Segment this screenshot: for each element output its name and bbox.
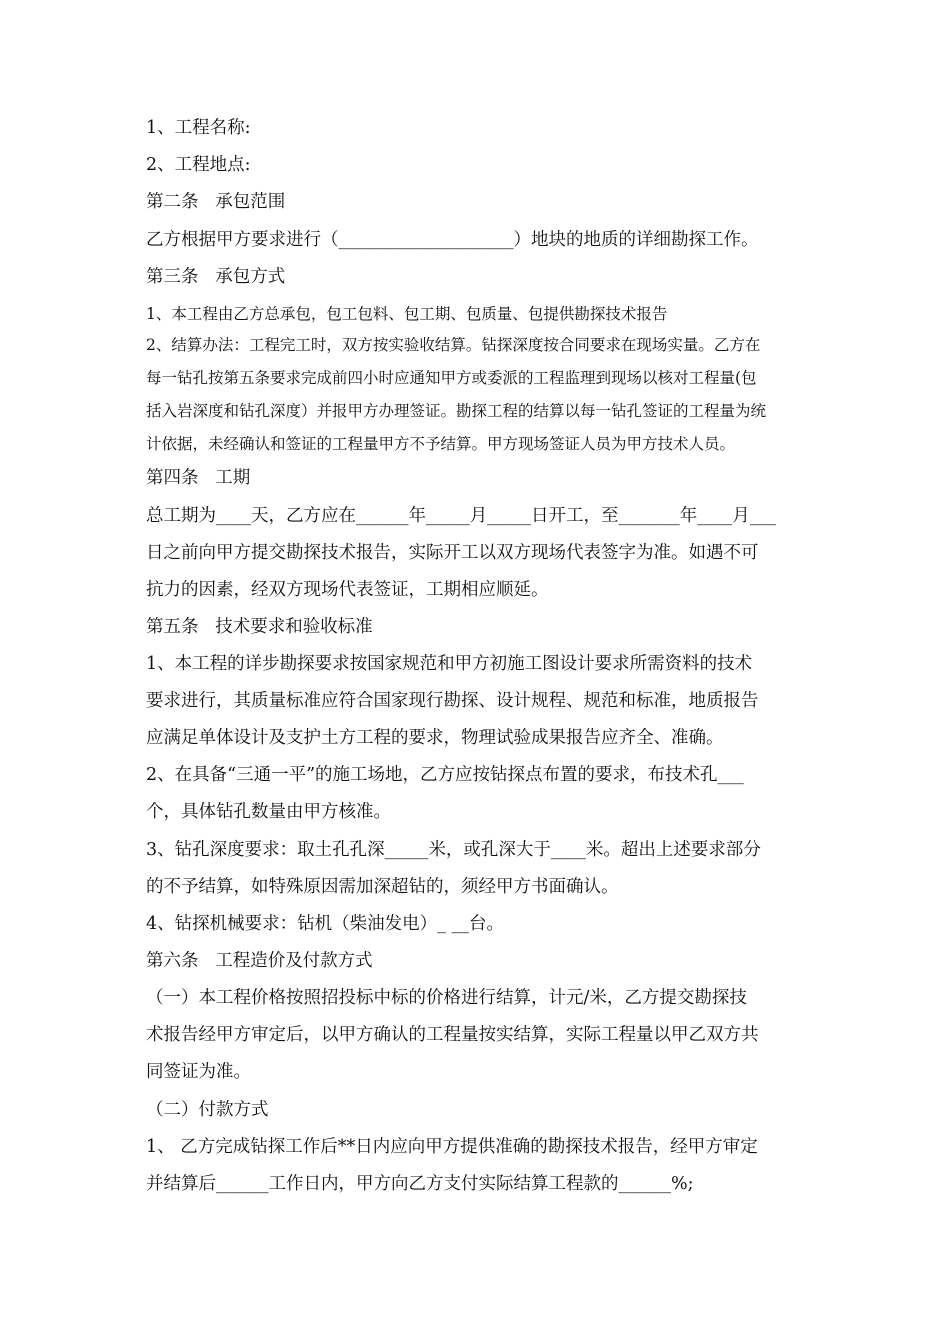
settlement-line-1: 2、结算办法：工程完工时，双方按实验收结算。钻探深度按合同要求在现场实量。乙方在 <box>146 336 761 354</box>
settlement-line-2: 每一钻孔按第五条要求完成前四小时应通知甲方或委派的工程监理到现场以核对工程量(包 <box>146 369 757 387</box>
article-5-heading: 第五条 技术要求和验收标准 <box>146 617 373 637</box>
tech-req-line-6: 3、钻孔深度要求：取土孔孔深_____米，或孔深大于____米。超出上述要求部分 <box>146 840 761 860</box>
tech-req-line-5: 个，具体钻孔数量由甲方核准。 <box>146 802 391 822</box>
tech-req-line-1: 1、本工程的详步勘探要求按国家规范和甲方初施工图设计要求所需资料的技术 <box>146 654 753 674</box>
payment-line-1: 1、 乙方完成钻探工作后**日内应向甲方提供准确的勘探技术报告，经甲方审定 <box>146 1137 758 1157</box>
tech-req-line-2: 要求进行，其质量标准应符合国家现行勘探、设计规程、规范和标准，地质报告 <box>146 691 759 711</box>
project-location-line: 2、工程地点: <box>146 155 251 175</box>
settlement-line-4: 计依据，未经确认和签证的工程量甲方不予结算。甲方现场签证人员为甲方技术人员。 <box>146 435 736 453</box>
tech-req-line-4: 2、在具备“三通一平”的施工场地，乙方应按钻探点布置的要求，布技术孔___ <box>146 765 744 785</box>
schedule-line-3: 抗力的因素，经双方现场代表签证，工期相应顺延。 <box>146 580 549 600</box>
tech-req-line-7: 的不予结算，如特殊原因需加深超钻的，须经甲方书面确认。 <box>146 877 619 897</box>
payment-heading: （二）付款方式 <box>146 1100 269 1120</box>
scope-text: 乙方根据甲方要求进行（____________________）地块的地质的详细勘探工作。 <box>146 230 759 250</box>
tech-req-line-8: 4、钻探机械要求：钻机（柴油发电）_ __台。 <box>146 914 504 934</box>
payment-line-2: 并结算后______工作日内，甲方向乙方支付实际结算工程款的______%; <box>146 1174 694 1194</box>
article-4-heading: 第四条 工期 <box>146 468 251 488</box>
article-2-heading: 第二条 承包范围 <box>146 192 286 212</box>
contract-mode-item-1: 1、本工程由乙方总承包，包工包料、包工期、包质量、包提供勘探技术报告 <box>146 305 668 323</box>
pricing-line-2: 术报告经甲方审定后，以甲方确认的工程量按实结算，实际工程量以甲乙双方共 <box>146 1025 759 1045</box>
pricing-line-1: （一）本工程价格按照招投标中标的价格进行结算，计元/米，乙方提交勘探技 <box>146 988 747 1008</box>
article-6-heading: 第六条 工程造价及付款方式 <box>146 951 373 971</box>
settlement-line-3: 括入岩深度和钻孔深度）并报甲方办理签证。勘探工程的结算以每一钻孔签证的工程量为统 <box>146 402 767 420</box>
schedule-line-1: 总工期为____天，乙方应在______年_____月_____日开工，至_______年____月___ <box>146 506 776 526</box>
tech-req-line-3: 应满足单体设计及支护土方工程的要求，物理试验成果报告应齐全、准确。 <box>146 728 724 748</box>
article-3-heading: 第三条 承包方式 <box>146 267 286 287</box>
project-name-line: 1、工程名称: <box>146 118 251 138</box>
pricing-line-3: 同签证为准。 <box>146 1062 251 1082</box>
schedule-line-2: 日之前向甲方提交勘探技术报告，实际开工以双方现场代表签字为准。如遇不可 <box>146 543 759 563</box>
